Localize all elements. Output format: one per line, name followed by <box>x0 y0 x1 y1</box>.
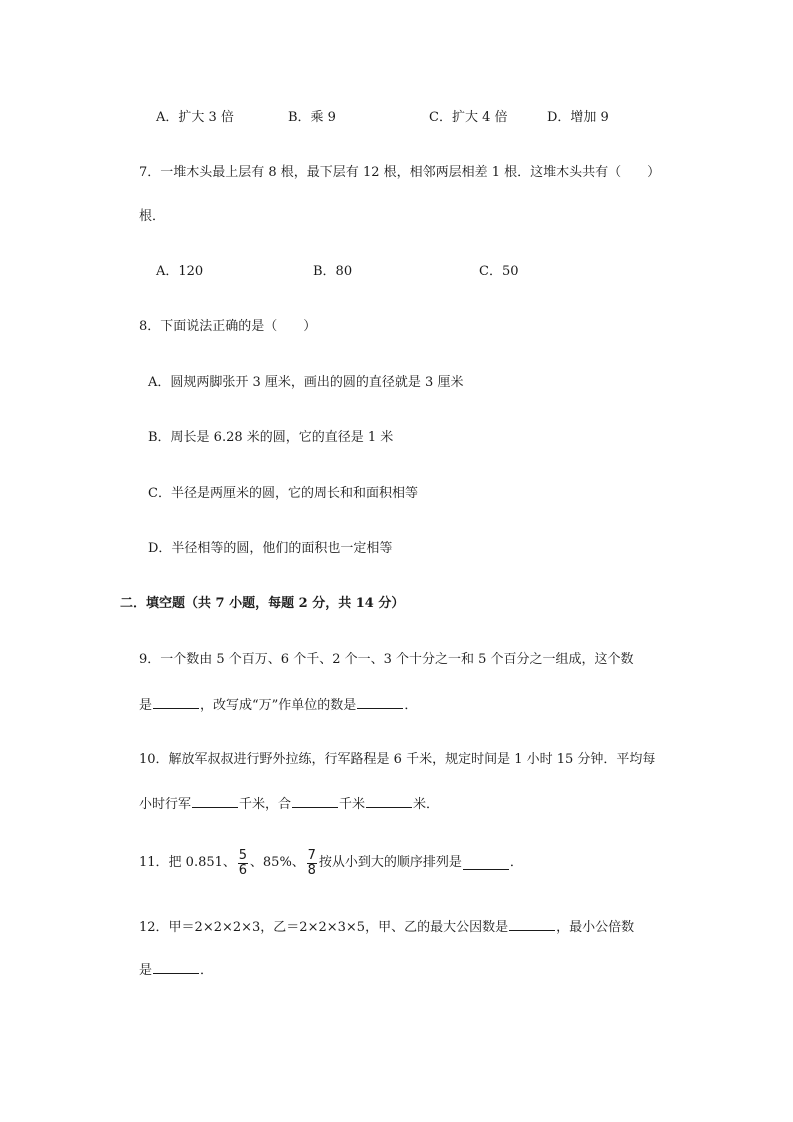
q9-answer-blank-2[interactable] <box>357 696 403 709</box>
fraction-7-8-numerator: 7 <box>307 847 316 863</box>
q8-option-c: C．半径是两厘米的圆，它的周长和和面积相等 <box>148 486 418 501</box>
fraction-7-8 <box>307 849 317 878</box>
q10-answer-blank-1[interactable] <box>192 795 238 808</box>
q12-text-c: 是 <box>139 963 153 978</box>
q7-option-b: B．80 <box>313 264 353 279</box>
q12-stem-line2 <box>139 961 213 979</box>
q11-text-mid: 、85%、 <box>249 855 305 870</box>
q8-stem: 8．下面说法正确的是（ ） <box>139 319 317 334</box>
q6-option-b: B．乘 9 <box>288 110 336 125</box>
q12-text-a: 12．甲＝2×2×2×3，乙＝2×2×3×5，甲、乙的最大公因数是 <box>139 920 509 935</box>
fraction-5-6-numerator: 5 <box>238 847 248 863</box>
fraction-5-6-denominator: 6 <box>238 862 248 878</box>
q9-stem-line1: 9．一个数由 5 个百万、6 个千、2 个一、3 个十分之一和 5 个百分之一组成，这个数 <box>139 652 634 667</box>
section-heading: 二．填空题（共 7 小题，每题 2 分，共 14 分） <box>120 596 405 611</box>
fraction-5-6 <box>238 849 248 878</box>
q9-text-c: ． <box>404 698 418 713</box>
q9-text-a: 是 <box>139 698 153 713</box>
q12-text-b: ，最小公倍数 <box>556 920 635 935</box>
q10-stem-line1: 10．解放军叔叔进行野外拉练，行军路程是 6 千米，规定时间是 1 小时 15 分钟．平均每 <box>139 752 656 767</box>
q12-answer-blank-2[interactable] <box>153 961 199 974</box>
q10-text-c: 千米 <box>339 797 366 812</box>
q10-answer-blank-2[interactable] <box>292 795 338 808</box>
q7-option-c: C．50 <box>479 264 519 279</box>
q9-answer-blank-1[interactable] <box>153 696 199 709</box>
q10-text-d: 米． <box>413 797 440 812</box>
q8-option-a: A．圆规两脚张开 3 厘米，画出的圆的直径就是 3 厘米 <box>148 375 464 390</box>
q9-text-b: ，改写成“万”作单位的数是 <box>200 698 357 713</box>
q6-option-a: A．扩大 3 倍 <box>156 110 234 125</box>
q12-stem-line1 <box>139 918 634 936</box>
q12-answer-blank-1[interactable] <box>509 918 555 931</box>
q6-option-c: C．扩大 4 倍 <box>429 110 508 125</box>
q10-stem-line2 <box>139 795 439 813</box>
q11-text-end: ． <box>509 855 523 870</box>
q12-text-d: ． <box>200 963 214 978</box>
q6-option-d: D．增加 9 <box>547 110 609 125</box>
q10-text-b: 千米，合 <box>239 797 292 812</box>
q11-answer-blank[interactable] <box>463 857 509 870</box>
q10-answer-blank-3[interactable] <box>366 795 412 808</box>
q11-stem <box>139 846 523 880</box>
q8-option-d: D．半径相等的圆，他们的面积也一定相等 <box>148 541 393 556</box>
q8-option-b: B．周长是 6.28 米的圆，它的直径是 1 米 <box>148 430 394 445</box>
q7-stem-line1: 7．一堆木头最上层有 8 根，最下层有 12 根，相邻两层相差 1 根．这堆木头共有（ ） <box>139 165 661 180</box>
q7-stem-line2: 根． <box>139 209 166 224</box>
fraction-7-8-denominator: 8 <box>307 862 316 878</box>
q11-text-suffix: 按从小到大的顺序排列是 <box>318 855 462 870</box>
q10-text-a: 小时行军 <box>139 797 192 812</box>
q7-option-a: A．120 <box>156 264 204 279</box>
q9-stem-line2 <box>139 696 417 714</box>
q11-text-prefix: 11．把 0.851、 <box>139 855 236 870</box>
